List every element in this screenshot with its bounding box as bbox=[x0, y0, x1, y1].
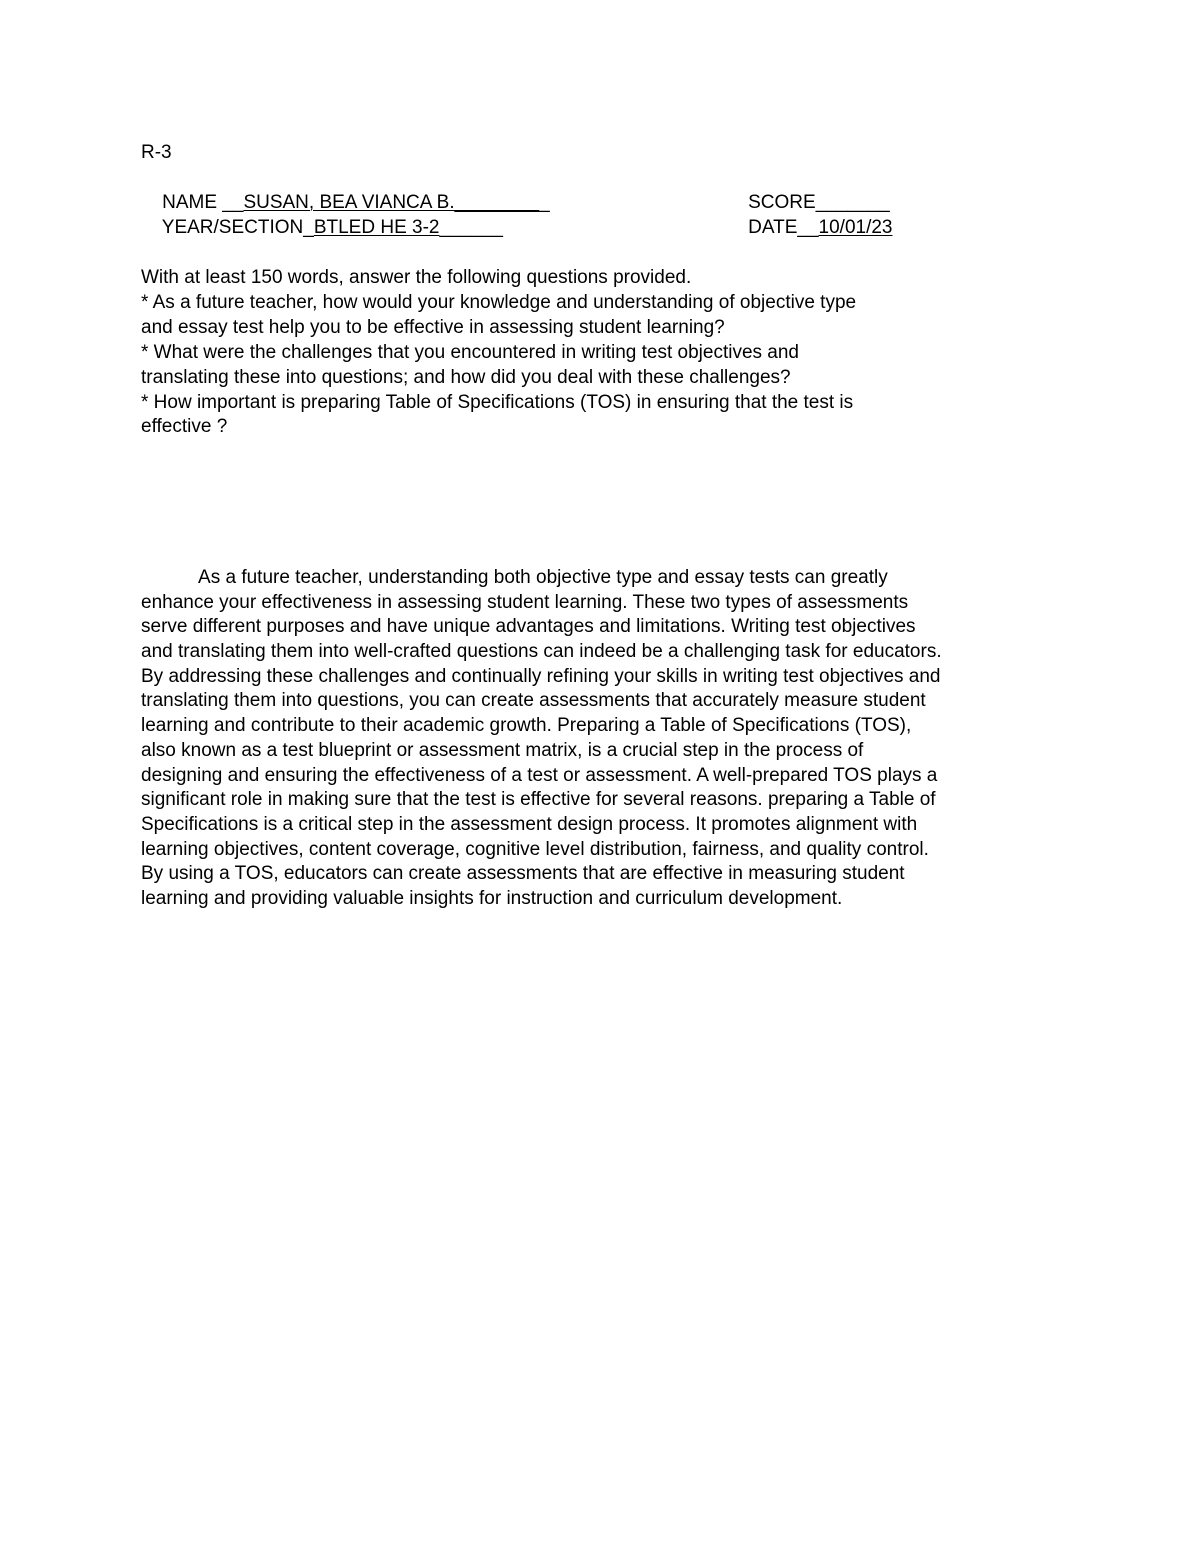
score-label: SCORE bbox=[748, 191, 816, 213]
instruction-line: * What were the challenges that you encountered in writing test objectives and bbox=[141, 342, 799, 363]
score-value: _______ bbox=[815, 191, 890, 213]
name-label: NAME __ bbox=[162, 191, 244, 213]
name-trail: _ bbox=[539, 191, 550, 213]
date-label: DATE__ bbox=[748, 216, 819, 238]
answer-line: translating them into questions, you can create assessments that accurately measure student bbox=[141, 690, 926, 712]
answer-line: enhance your effectiveness in assessing student learning. These two types of assessments bbox=[141, 591, 909, 613]
instruction-line: effective ? bbox=[141, 416, 228, 437]
instruction-line: * How important is preparing Table of Specifications (TOS) in ensuring that the test is bbox=[141, 392, 854, 413]
answer-line: Specifications is a critical step in the assessment design process. It promotes alignment with bbox=[141, 813, 918, 835]
answer-line: serve different purposes and have unique advantages and limitations. Writing test objectives bbox=[141, 616, 916, 638]
answer-line: also known as a test blueprint or assessment matrix, is a crucial step in the process of bbox=[141, 739, 864, 761]
answer-line: designing and ensuring the effectiveness of a test or assessment. A well-prepared TOS plays a bbox=[141, 764, 938, 786]
year-section-row bbox=[141, 191, 503, 265]
answer-line: By addressing these challenges and continually refining your skills in writing test objectives and bbox=[141, 665, 941, 687]
answer-line: As a future teacher, understanding both objective type and essay tests can greatly bbox=[141, 567, 888, 588]
instruction-line: * As a future teacher, how would your knowledge and understanding of objective type bbox=[141, 292, 857, 313]
name-value: SUSAN, BEA VIANCA B.________ bbox=[243, 191, 540, 213]
answer-line: By using a TOS, educators can create assessments that are effective in measuring student bbox=[141, 863, 905, 885]
date-value: 10/01/23 bbox=[818, 216, 893, 238]
year-label: YEAR/SECTION_ bbox=[161, 216, 314, 238]
answer-line: and translating them into well-crafted questions can indeed be a challenging task for educators. bbox=[141, 641, 942, 663]
date-row bbox=[727, 191, 893, 265]
instruction-line: and essay test help you to be effective in assessing student learning? bbox=[141, 317, 725, 338]
answer-line: learning and providing valuable insights for instruction and curriculum development. bbox=[141, 887, 843, 909]
year-trail: ______ bbox=[439, 216, 503, 238]
answer-paragraph bbox=[141, 566, 1056, 912]
instructions-intro: With at least 150 words, answer the following questions provided. bbox=[141, 267, 692, 288]
instruction-line: translating these into questions; and how did you deal with these challenges? bbox=[141, 367, 791, 388]
document-code: R-3 bbox=[141, 142, 172, 163]
answer-line: significant role in making sure that the test is effective for several reasons. preparing a Table of bbox=[141, 789, 936, 811]
answer-line: learning and contribute to their academic growth. Preparing a Table of Specifications (TOS), bbox=[141, 715, 912, 737]
year-value: BTLED HE 3-2 bbox=[313, 216, 440, 238]
answer-line: learning objectives, content coverage, cognitive level distribution, fairness, and quality control. bbox=[141, 838, 929, 860]
